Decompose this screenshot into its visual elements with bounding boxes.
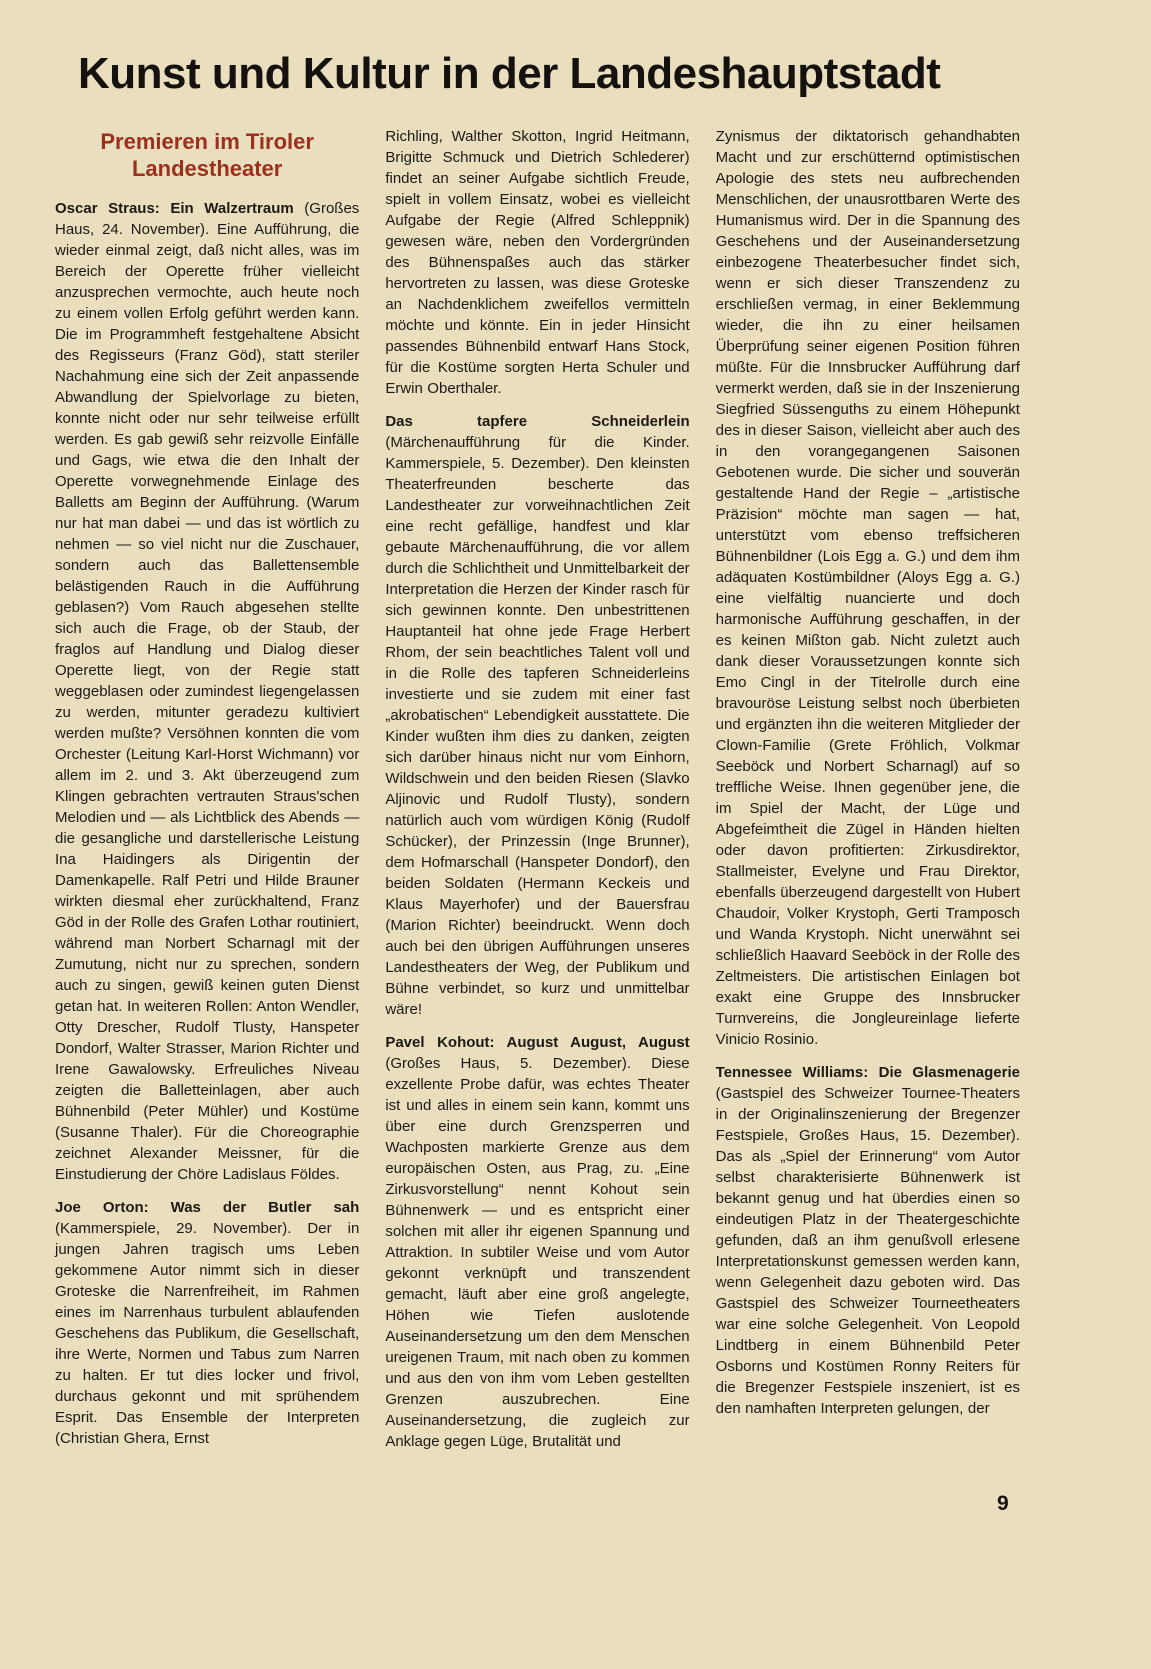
page-number: 9: [997, 1492, 1009, 1515]
review-kohout-title: Pavel Kohout: August August, August: [385, 1034, 690, 1051]
review-glasmenagerie: [716, 1062, 1020, 1419]
review-joe-orton-title: Joe Orton: Was der Butler sah: [55, 1199, 360, 1216]
review-glasmenagerie-text: (Gastspiel des Schweizer Tournee-Theaters in der Originalinszenierung der Bregenzer Festspiele, Großes Haus, 15. Dezember). Das als „Spiel der Erinnerung“ vom Autor selbst charakterisierte Bühnenwerk ist bekannt genug und hat überdies einen so eindeutigen Platz in der Theatergeschichte gefunden, daß an ihm genußvoll erlesene Interpretationskunst gemessen werden kann, wenn Gelegenheit dazu geboten wird. Das Gastspiel des Schweizer Tourneetheaters war eine solche Gelegenheit. Von Leopold Lindtberg in einem Bühnenbild Peter Osborns und Kostümen Ronny Reiters für die Bregenzer Festspiele inszeniert, ist es den namhaften Interpreten gelungen, der: [715, 1085, 1020, 1417]
review-joe-orton-text: (Kammerspiele, 29. November). Der in jungen Jahren tragisch ums Leben gekommene Autor nimmt sich in dieser Groteske die Narrenfreiheit, im Rahmen eines im Narrenhaus turbulent ablaufenden Geschehens das Publikum, die Gesellschaft, ihre Werte, Normen und Tabus zum Narren zu halten. Er tut dies locker und frivol, durchaus gekonnt und mit sprühendem Esprit. Das Ensemble der Interpreten (Christian Ghera, Ernst: [55, 1220, 360, 1447]
review-oscar-straus: [55, 198, 359, 1185]
review-kohout: [385, 1032, 689, 1452]
review-joe-orton: [55, 1197, 359, 1449]
review-kohout-continuation-text: Zynismus der diktatorisch gehandhabten Macht und zur erschütternd optimistischen Apologie des stets neu aufbrechenden Menschlichen, der unausrottbaren Werte des Humanismus wird. Der in die Spannung des Geschehens und der Auseinandersetzung einbezogene Theaterbesucher findet sich, wenn er sich dieser Transzendenz zu erschließen vermag, in einer Beklemmung wieder, die ihn zu einer heilsamen Überprüfung seiner eigenen Position führen müßte. Für die Innsbrucker Aufführung darf vermerkt werden, daß sie in der Inszenierung Siegfried Süssenguths zu einem Höhepunkt des in dieser Saison, vielleicht aber auch des in den vorangegangenen Saisonen Gebotenen wurde. Die sicher und souverän gestaltende Hand der Regie – „artistische Präzision“ möchte man sagen — hat, unterstützt vom ebenso treffsicheren Bühnenbildner (Lois Egg a. G.) und dem ihm adäquaten Kostümbildner (Aloys Egg a. G.) eine vielfältig nuancierte und doch harmonische Aufführung geschaffen, in der es keinen Mißton gab. Nicht zuletzt auch dank dieser Voraussetzungen konnte sich Emo Cingl in der Titelrolle durch eine bravouröse Leistung selbst noch überbieten und ergänzten ihn die weiteren Mitglieder der Clown-Familie (Grete Fröhlich, Volkmar Seeböck und Norbert Scharnagl) auf so treffliche Weise. Ihnen gegenüber jene, die im Spiel der Macht, der Lüge und Abgefeimtheit die Zügel in Händen hielten oder davon profitierten: Zirkusdirektor, Stallmeister, Evelyne und Frau Direktor, ebenfalls überzeugend dargestellt von Hubert Chaudoir, Volker Krystoph, Gerti Tramposch und Wanda Krystoph. Nicht unerwähnt sei schließlich Haavard Seeböck in der Rolle des Zeltmeisters. Die artistischen Einlagen bot exakt eine Gruppe des Innsbrucker Turnvereins, die Jongleureinlage lieferte Vinicio Rosinio.: [715, 128, 1020, 1048]
review-glasmenagerie-title: Tennessee Williams: Die Glasmenagerie: [715, 1064, 1020, 1081]
review-kohout-text: (Großes Haus, 5. Dezember). Diese exzellente Probe dafür, was echtes Theater ist und alles in einem sein kann, kommt uns über eine durch Grenzsperren und Wachposten markierte Grenze aus dem europäischen Osten, aus Prag, zu. „Eine Zirkusvorstellung“ nennt Kohout sein Bühnenwerk — und es entspricht einer solchen mit aller ihr eigenen Spannung und Attraktion. In subtiler Weise und vom Autor gekonnt verknüpft und transzendent gemacht, läuft aber eine groß angelegte, Höhen wie Tiefen auslotende Auseinandersetzung um den dem Menschen ureigenen Traum, mit nach oben zu kommen und aus den von ihm vom Leben gestellten Grenzen auszubrechen. Eine Auseinandersetzung, die zugleich zur Anklage gegen Lüge, Brutalität und: [385, 1055, 690, 1450]
review-oscar-straus-text: (Großes Haus, 24. November). Eine Aufführung, die wieder einmal zeigt, daß nicht alles, was im Bereich der Operette früher vielleicht anzusprechen vermochte, auch heute noch zu einem vollen Erfolg geführt werden kann. Die im Programmheft festgehaltene Absicht des Regisseurs (Franz Göd), statt steriler Nachahmung eine sich der Zeit anpassende Abwandlung der Spielvorlage zu bieten, konnte nicht oder nur sehr teilweise erfüllt werden. Es gab gewiß sehr reizvolle Einfälle und Gags, wie etwa die den Inhalt der Operette vorwegnehmende Einlage des Balletts am Beginn der Aufführung. (Warum nur hat man dabei — und das ist wörtlich zu nehmen — so viel nicht nur die Zuschauer, sondern auch das Ballettensemble belästigenden Rauch in die Aufführung geblasen?) Vom Rauch abgesehen stellte sich auch die Frage, ob der Staub, der fraglos auf Handlung und Dialog dieser Operette liegt, von der Regie statt weggeblasen oder zumindest liegengelassen zu werden, mitunter geradezu kultiviert werden mußte? Versöhnen konnten die vom Orchester (Leitung Karl-Horst Wichmann) vor allem im 2. und 3. Akt überzeugend zum Klingen gebrachten vertrauten Straus'schen Melodien und — als Lichtblick des Abends — die gesangliche und darstellerische Leistung Ina Haidingers als Dirigentin der Damenkapelle. Ralf Petri und Hilde Brauner wirkten diesmal eher zurückhaltend, Franz Göd in der Rolle des Grafen Lothar routiniert, während man Norbert Scharnagl mit der Zumutung, nicht nur zu sprechen, sondern auch zu singen, gewiß keinen guten Dienst getan hat. In weiteren Rollen: Anton Wendler, Otty Drescher, Rudolf Tlusty, Hanspeter Dondorf, Walter Strasser, Marion Richter und Irene Gawalowsky. Erfreuliches Niveau zeigten die Balletteinlagen, aber auch Bühnenbild (Peter Mühler) und Kostüme (Susanne Thaler). Für die Choreographie zeichnet Alexander Meissner, für die Einstudierung der Chöre Ladislaus Földes.: [55, 200, 360, 1183]
column-3: [716, 126, 1020, 1464]
review-joe-orton-continuation: [385, 126, 689, 399]
review-joe-orton-continuation-text: Richling, Walther Skotton, Ingrid Heitmann, Brigitte Schmuck und Dietrich Schlederer) findet an seiner Aufgabe sichtlich Freude, spielt in vollem Einsatz, wobei es vielleicht Aufgabe der Regie (Alfred Schleppnik) gewesen wäre, neben den Vordergründen des Bühnenspaßes auch das stärker hervortreten zu lassen, was diese Groteske an Nachdenklichem zweifellos vermitteln möchte und könnte. Ein in jeder Hinsicht passendes Bühnenbild entwarf Hans Stock, für die Kostüme sorgten Herta Schuler und Erwin Oberthaler.: [385, 128, 690, 397]
review-oscar-straus-title: Oscar Straus: Ein Walzertraum: [55, 200, 294, 217]
page-title: Kunst und Kultur in der Landeshauptstadt: [78, 49, 941, 98]
column-1: [55, 126, 359, 1464]
review-schneiderlein-title: Das tapfere Schneiderlein: [385, 413, 690, 430]
section-heading-premieren: Premieren im Tiroler Landestheater: [100, 129, 314, 181]
review-schneiderlein-text: (Märchenaufführung für die Kinder. Kammerspiele, 5. Dezember). Den kleinsten Theaterfreunden bescherte das Landestheater zur vorweihnachtlichen Zeit eine recht gefällige, handfest und klar gebaute Märchenaufführung, die vor allem durch die Schlichtheit und Unmittelbarkeit der Interpretation die Herzen der Kinder rasch für sich gewinnen konnte. Den unbestrittenen Hauptanteil hat ohne jede Frage Herbert Rhom, der sein beachtliches Talent voll und in die Rolle des tapferen Schneiderleins investierte und sie zudem mit einer fast „akrobatischen“ Lebendigkeit ausstattete. Die Kinder wußten ihm dies zu danken, zeigten sich darüber hinaus nicht nur vom Einhorn, Wildschwein und den beiden Riesen (Slavko Aljinovic und Rudolf Tlusty), sondern natürlich auch vom würdigen König (Rudolf Schücker), der Prinzessin (Inge Brunner), dem Hofmarschall (Hanspeter Dondorf), den beiden Soldaten (Hermann Keckeis und Klaus Mayerhofer) und der Bauersfrau (Marion Richter) beeindruckt. Wenn doch auch bei den übrigen Aufführungen unseres Landestheaters der Weg, der Publikum und Bühne verbindet, so kurz und unmittelbar wäre!: [385, 434, 690, 1018]
article-columns: [55, 126, 1020, 1464]
column-2: [385, 126, 689, 1464]
review-kohout-continuation: [716, 126, 1020, 1050]
review-schneiderlein: [385, 411, 689, 1020]
